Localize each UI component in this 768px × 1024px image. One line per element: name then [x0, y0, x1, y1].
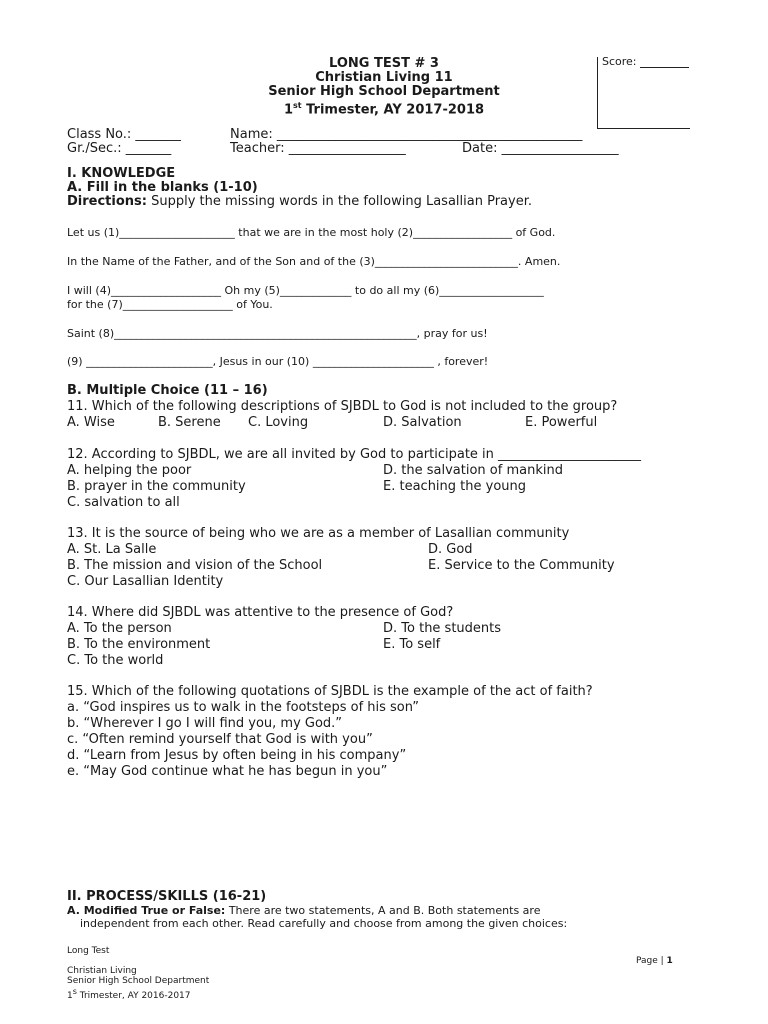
part-a-title: A. Fill in the blanks (1-10) [67, 180, 258, 195]
q14-option: B. To the environment [67, 637, 211, 652]
q13-option: C. Our Lasallian Identity [67, 574, 224, 589]
section-process-title: II. PROCESS/SKILLS (16-21) [67, 889, 267, 904]
score-line [640, 67, 689, 68]
q15-option: e. “May God continue what he has begun in you” [67, 764, 388, 779]
blank-line-3: I will (4)____________________ Oh my (5)_____________ to do all my (6)___________________ [67, 284, 544, 297]
q13-option: E. Service to the Community [428, 558, 615, 573]
question-12: 12. According to SJBDL, we are all invited by God to participate in ______________________ [67, 447, 642, 462]
q12-option: A. helping the poor [67, 463, 192, 478]
part-a-instructions: A. Modified True or False: There are two statements, A and B. Both statements are [67, 904, 541, 917]
footer-test-name: Long Test [67, 946, 110, 956]
q11-option: B. Serene [158, 415, 221, 430]
q15-option: d. “Learn from Jesus by often being in his company” [67, 748, 407, 763]
test-title: LONG TEST # 3 [329, 56, 439, 71]
question-11: 11. Which of the following descriptions of SJBDL to God is not included to the group? [67, 399, 618, 414]
footer-trimester: 1$^s$ Trimester, AY 2016-2017 [67, 987, 191, 1001]
date-field: Date: __________________ [462, 141, 619, 156]
q13-option: D. God [428, 542, 473, 557]
q12-option: D. the salvation of mankind [383, 463, 563, 478]
page-number: Page | 1 [636, 956, 673, 966]
subject-title: Christian Living 11 [315, 70, 453, 85]
q11-option: C. Loving [248, 415, 309, 430]
q14-option: E. To self [383, 637, 441, 652]
blank-line-5: Saint (8)_______________________________________________________, pray for us! [67, 327, 488, 340]
q12-option: B. prayer in the community [67, 479, 246, 494]
blank-line-6: (9) _______________________, Jesus in our (10) ______________________ , forever! [67, 355, 489, 368]
q13-option: A. St. La Salle [67, 542, 157, 557]
question-15: 15. Which of the following quotations of SJBDL is the example of the act of faith? [67, 684, 593, 699]
trimester-title: 1st Trimester, AY 2017-2018 [283, 101, 485, 118]
footer-department: Senior High School Department [67, 976, 210, 986]
q14-option: C. To the world [67, 653, 164, 668]
directions: Directions: Supply the missing words in the following Lasallian Prayer. [67, 194, 532, 209]
q15-option: c. “Often remind yourself that God is with you” [67, 732, 373, 747]
name-field: Name: _______________________________________________ [230, 127, 583, 142]
q15-option: b. “Wherever I go I will find you, my God.” [67, 716, 343, 731]
question-14: 14. Where did SJBDL was attentive to the presence of God? [67, 605, 454, 620]
department-title: Senior High School Department [268, 84, 500, 99]
section-knowledge-title: I. KNOWLEDGE [67, 166, 176, 181]
q15-option: a. “God inspires us to walk in the footsteps of his son” [67, 700, 420, 715]
question-13: 13. It is the source of being who we are as a member of Lasallian community [67, 526, 570, 541]
grade-section-field: Gr./Sec.: _______ [67, 141, 172, 156]
blank-line-1: Let us (1)_____________________ that we are in the most holy (2)__________________ of God. [67, 226, 556, 239]
blank-line-2: In the Name of the Father, and of the Son and of the (3)__________________________. Amen. [67, 255, 561, 268]
teacher-field: Teacher: __________________ [230, 141, 406, 156]
class-no-field: Class No.: _______ [67, 127, 181, 142]
q11-option: A. Wise [67, 415, 115, 430]
q11-option: E. Powerful [525, 415, 598, 430]
part-a-instructions-cont: independent from each other. Read carefully and choose from among the given choices: [80, 917, 568, 930]
footer-subject: Christian Living [67, 966, 137, 976]
q13-option: B. The mission and vision of the School [67, 558, 323, 573]
q12-option: E. teaching the young [383, 479, 527, 494]
q14-option: A. To the person [67, 621, 172, 636]
q12-option: C. salvation to all [67, 495, 180, 510]
blank-line-4: for the (7)____________________ of You. [67, 298, 273, 311]
score-label: Score: [602, 55, 637, 68]
q14-option: D. To the students [383, 621, 502, 636]
part-b-title: B. Multiple Choice (11 – 16) [67, 383, 268, 398]
q11-option: D. Salvation [383, 415, 462, 430]
